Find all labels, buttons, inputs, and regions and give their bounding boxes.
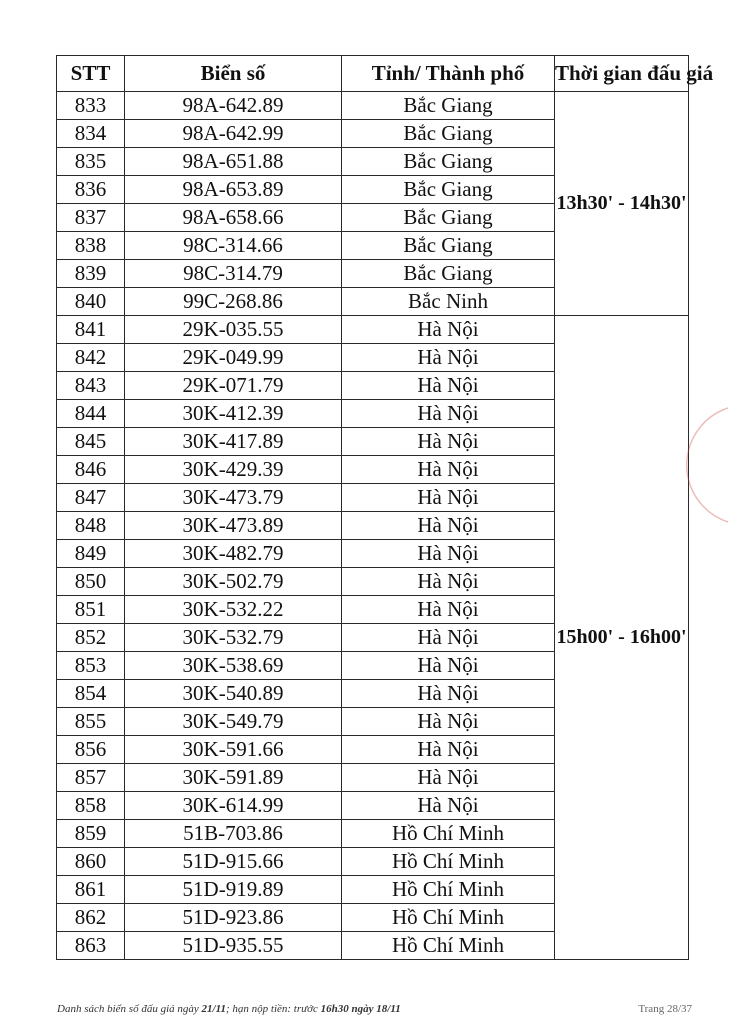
seal-stamp-arc — [700, 400, 730, 530]
cell-plate: 51D-919.89 — [125, 876, 342, 904]
footer-note — [57, 1003, 401, 1015]
cell-city: Bắc Giang — [342, 92, 555, 120]
cell-plate: 30K-473.89 — [125, 512, 342, 540]
cell-stt: 858 — [57, 792, 125, 820]
cell-plate: 30K-540.89 — [125, 680, 342, 708]
cell-plate: 29K-071.79 — [125, 372, 342, 400]
cell-stt: 843 — [57, 372, 125, 400]
cell-city: Hà Nội — [342, 344, 555, 372]
cell-stt: 859 — [57, 820, 125, 848]
cell-city: Hà Nội — [342, 596, 555, 624]
cell-stt: 839 — [57, 260, 125, 288]
cell-city: Hà Nội — [342, 764, 555, 792]
footer-prefix: Danh sách biển số đấu giá ngày — [57, 1003, 199, 1015]
header-city: Tỉnh/ Thành phố — [342, 56, 555, 92]
cell-plate: 30K-532.79 — [125, 624, 342, 652]
cell-stt: 835 — [57, 148, 125, 176]
cell-stt: 836 — [57, 176, 125, 204]
cell-plate: 30K-549.79 — [125, 708, 342, 736]
cell-plate: 51D-915.66 — [125, 848, 342, 876]
cell-city: Hà Nội — [342, 680, 555, 708]
cell-stt: 854 — [57, 680, 125, 708]
cell-city: Bắc Ninh — [342, 288, 555, 316]
cell-stt: 837 — [57, 204, 125, 232]
cell-plate: 30K-538.69 — [125, 652, 342, 680]
cell-city: Hồ Chí Minh — [342, 932, 555, 960]
cell-city: Bắc Giang — [342, 232, 555, 260]
cell-city: Hà Nội — [342, 736, 555, 764]
cell-stt: 850 — [57, 568, 125, 596]
cell-stt: 855 — [57, 708, 125, 736]
cell-plate: 30K-417.89 — [125, 428, 342, 456]
cell-stt: 846 — [57, 456, 125, 484]
cell-plate: 29K-035.55 — [125, 316, 342, 344]
cell-city: Hà Nội — [342, 624, 555, 652]
cell-stt: 849 — [57, 540, 125, 568]
cell-stt: 834 — [57, 120, 125, 148]
cell-city: Bắc Giang — [342, 260, 555, 288]
cell-city: Hồ Chí Minh — [342, 904, 555, 932]
cell-city: Bắc Giang — [342, 120, 555, 148]
header-stt: STT — [57, 56, 125, 92]
cell-plate: 29K-049.99 — [125, 344, 342, 372]
cell-plate: 30K-532.22 — [125, 596, 342, 624]
header-plate: Biển số — [125, 56, 342, 92]
cell-stt: 856 — [57, 736, 125, 764]
cell-stt: 857 — [57, 764, 125, 792]
cell-plate: 98A-653.89 — [125, 176, 342, 204]
cell-plate: 30K-429.39 — [125, 456, 342, 484]
cell-stt: 860 — [57, 848, 125, 876]
cell-city: Hà Nội — [342, 792, 555, 820]
cell-plate: 30K-412.39 — [125, 400, 342, 428]
cell-stt: 847 — [57, 484, 125, 512]
cell-plate: 98A-642.99 — [125, 120, 342, 148]
cell-plate: 30K-614.99 — [125, 792, 342, 820]
cell-plate: 30K-502.79 — [125, 568, 342, 596]
cell-city: Hà Nội — [342, 484, 555, 512]
cell-city: Hà Nội — [342, 512, 555, 540]
cell-stt: 862 — [57, 904, 125, 932]
cell-city: Bắc Giang — [342, 204, 555, 232]
cell-stt: 833 — [57, 92, 125, 120]
page-number: Trang 28/37 — [638, 1003, 692, 1015]
cell-city: Hồ Chí Minh — [342, 848, 555, 876]
cell-stt: 838 — [57, 232, 125, 260]
plates-table — [56, 55, 714, 960]
footer-deadline: 16h30 ngày 18/11 — [320, 1003, 401, 1015]
table-header-row — [57, 56, 689, 92]
cell-stt: 853 — [57, 652, 125, 680]
cell-stt: 848 — [57, 512, 125, 540]
cell-city: Hà Nội — [342, 652, 555, 680]
cell-plate: 98A-651.88 — [125, 148, 342, 176]
cell-city: Hà Nội — [342, 568, 555, 596]
cell-city: Hà Nội — [342, 316, 555, 344]
cell-plate: 99C-268.86 — [125, 288, 342, 316]
cell-plate: 98C-314.66 — [125, 232, 342, 260]
cell-city: Bắc Giang — [342, 176, 555, 204]
cell-plate: 51D-923.86 — [125, 904, 342, 932]
cell-plate: 30K-591.89 — [125, 764, 342, 792]
cell-city: Bắc Giang — [342, 148, 555, 176]
footer-auction-date: 21/11 — [201, 1003, 226, 1015]
cell-stt: 841 — [57, 316, 125, 344]
cell-plate: 30K-482.79 — [125, 540, 342, 568]
cell-city: Hà Nội — [342, 456, 555, 484]
cell-city: Hà Nội — [342, 400, 555, 428]
cell-city: Hà Nội — [342, 428, 555, 456]
cell-plate: 98C-314.79 — [125, 260, 342, 288]
cell-stt: 852 — [57, 624, 125, 652]
cell-stt: 845 — [57, 428, 125, 456]
cell-plate: 98A-658.66 — [125, 204, 342, 232]
cell-stt: 863 — [57, 932, 125, 960]
cell-city: Hồ Chí Minh — [342, 876, 555, 904]
cell-stt: 840 — [57, 288, 125, 316]
cell-plate: 30K-591.66 — [125, 736, 342, 764]
cell-stt: 861 — [57, 876, 125, 904]
cell-stt: 844 — [57, 400, 125, 428]
cell-auction-time: 15h00' - 16h00' — [555, 316, 689, 960]
cell-stt: 842 — [57, 344, 125, 372]
header-time: Thời gian đấu giá — [555, 56, 689, 92]
cell-plate: 51D-935.55 — [125, 932, 342, 960]
cell-plate: 30K-473.79 — [125, 484, 342, 512]
cell-plate: 98A-642.89 — [125, 92, 342, 120]
cell-plate: 51B-703.86 — [125, 820, 342, 848]
footer-middle: ; hạn nộp tiền: trước — [225, 1003, 318, 1015]
cell-city: Hà Nội — [342, 708, 555, 736]
cell-city: Hồ Chí Minh — [342, 820, 555, 848]
table-row — [57, 92, 689, 120]
cell-auction-time: 13h30' - 14h30' — [555, 92, 689, 316]
table-body — [57, 92, 689, 960]
cell-stt: 851 — [57, 596, 125, 624]
cell-city: Hà Nội — [342, 540, 555, 568]
table-row — [57, 316, 689, 344]
cell-city: Hà Nội — [342, 372, 555, 400]
seal-stamp — [700, 400, 730, 530]
